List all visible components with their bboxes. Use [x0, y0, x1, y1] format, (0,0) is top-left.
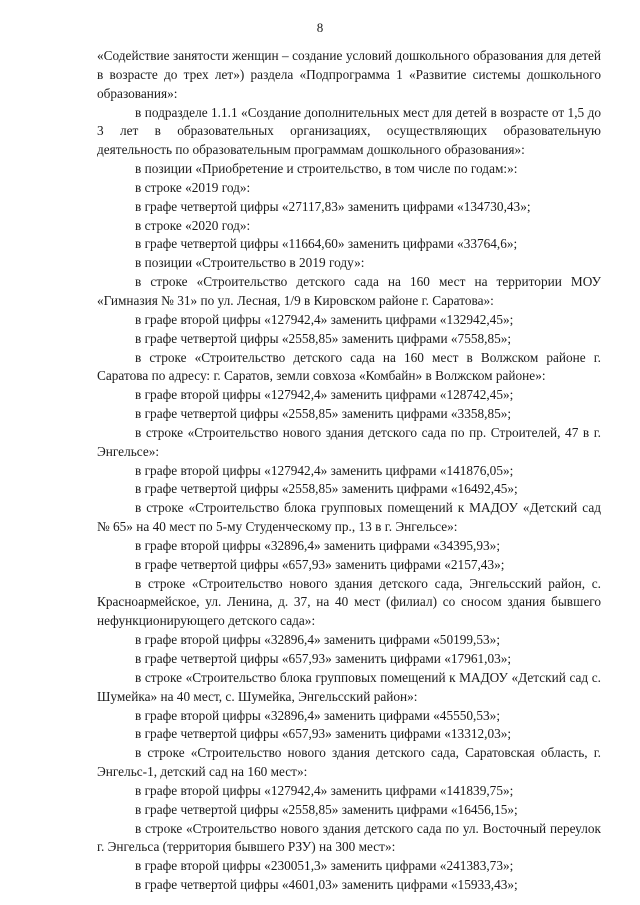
paragraph: в позиции «Приобретение и строительство, в том числе по годам:»: [135, 161, 518, 177]
paragraph: в графе четвертой цифры «2558,85» заменить цифрами «3358,85»; [135, 406, 512, 422]
paragraph: в графе четвертой цифры «2558,85» заменить цифрами «16456,15»; [135, 801, 518, 817]
paragraph: в графе четвертой цифры «657,93» заменить цифрами «17961,03»; [135, 651, 512, 666]
paragraph: в строке «Строительство блока групповых помещений к МАДОУ «Детский сад № 65» на 40 мест по 5-му Студенческому пр., 13 в г. Энгельсе»: [97, 500, 601, 535]
paragraph: «Содействие занятости женщин – создание условий дошкольного образования для детей в возрасте до трех лет») раздела «Подпрограмма 1 «Развитие системы дошкольного образования»: [97, 48, 601, 101]
paragraph: в строке «Строительство нового здания детского сада по пр. Строителей, 47 в г. Энгельсе»: [97, 424, 601, 459]
paragraph: в строке «2019 год»: [135, 179, 251, 195]
paragraph: в графе четвертой цифры «657,93» заменить цифрами «2157,43»; [135, 556, 505, 572]
paragraph: в строке «Строительство детского сада на 160 мест в Волжском районе г. Саратова по адресу: г. Саратов, земли совхоза «Комбайн» в Волжском районе»: [97, 349, 601, 384]
paragraph: в графе четвертой цифры «4601,03» заменить цифрами «15933,43»; [135, 877, 518, 893]
paragraph: в графе четвертой цифры «27117,83» заменить цифрами «134730,43»; [135, 198, 531, 214]
paragraph: в строке «Строительство блока групповых помещений к МАДОУ «Детский сад с. Шумейка» на 40 мест, с. Шумейка, Энгельсский район»: [97, 669, 601, 704]
paragraph: в графе четвертой цифры «2558,85» заменить цифрами «7558,85»; [135, 330, 512, 346]
paragraph: в строке «2020 год»: [135, 217, 251, 233]
paragraph: в графе второй цифры «127942,4» заменить цифрами «141839,75»; [135, 782, 514, 798]
paragraph: в графе второй цифры «127942,4» заменить цифрами «128742,45»; [135, 387, 514, 403]
paragraph: в строке «Строительство нового здания детского сада, Саратовская область, г. Энгельс-1, детский сад на 160 мест»: [97, 745, 601, 780]
page-number: 8 [316, 20, 324, 35]
paragraph: в графе четвертой цифры «2558,85» заменить цифрами «16492,45»; [135, 481, 518, 497]
paragraph: в графе второй цифры «32896,4» заменить цифрами «50199,53»; [135, 632, 501, 648]
paragraph: в графе второй цифры «32896,4» заменить цифрами «45550,53»; [135, 707, 501, 723]
paragraph: в графе четвертой цифры «657,93» заменить цифрами «13312,03»; [135, 726, 512, 742]
paragraph: в подразделе 1.1.1 «Создание дополнительных мест для детей в возрасте от 1,5 до 3 лет в образовательных организациях, осуществляющих образовательную деятельность по образовательным программам дошкольного образования»: [97, 104, 601, 158]
paragraph: в графе второй цифры «32896,4» заменить цифрами «34395,93»; [135, 537, 501, 553]
paragraph: в графе второй цифры «230051,3» заменить цифрами «241383,73»; [135, 858, 514, 874]
paragraph: в графе четвертой цифры «11664,60» заменить цифрами «33764,6»; [135, 236, 518, 252]
paragraph: в строке «Строительство детского сада на 160 мест на территории МОУ «Гимназия № 31» по ул. Лесная, 1/9 в Кировском районе г. Саратова»: [97, 274, 601, 308]
paragraph: в строке «Строительство нового здания детского сада по ул. Восточный переулок г. Энгельса (территория бывшего РЗУ) на 300 мест»: [97, 820, 601, 855]
paragraph: в графе второй цифры «127942,4» заменить цифрами «141876,05»; [135, 462, 514, 478]
paragraph: в строке «Строительство нового здания детского сада, Энгельсский район, с. Красноармейское, ул. Ленина, д. 37, на 40 мест (филиал) со сносом здания бывшего нефункционирующего детского сада»: [97, 575, 601, 629]
paragraph: в графе второй цифры «127942,4» заменить цифрами «132942,45»; [135, 311, 514, 327]
document-body [97, 47, 601, 895]
paragraph: в позиции «Строительство в 2019 году»: [135, 255, 365, 271]
